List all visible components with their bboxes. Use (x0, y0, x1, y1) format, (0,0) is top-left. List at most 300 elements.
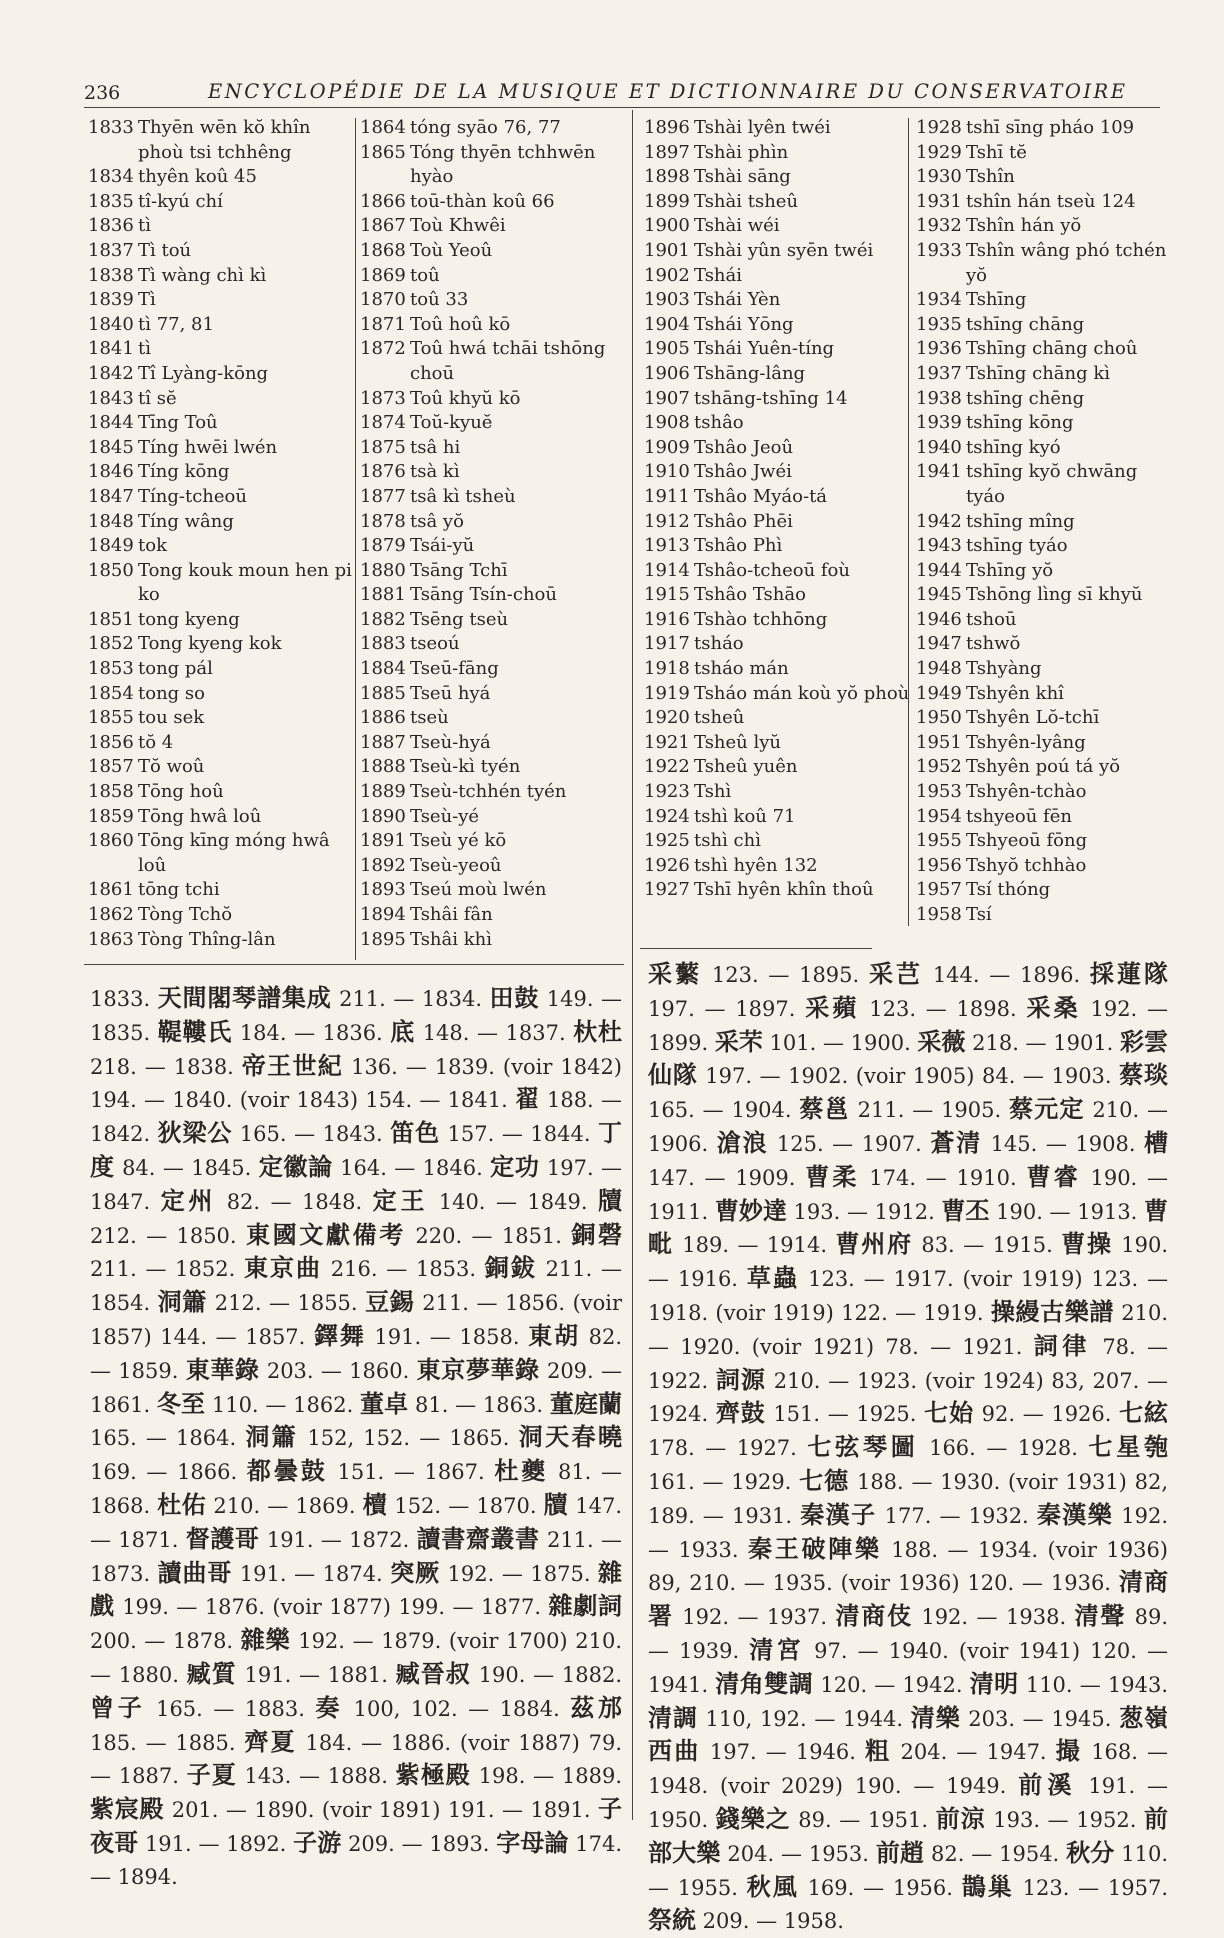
index-entry (644, 510, 912, 535)
entry-number: 1923 (644, 781, 690, 803)
index-entry (916, 190, 1178, 215)
entry-number: 1844 (88, 412, 134, 434)
index-entry (88, 632, 356, 657)
entry-number: 1863 (88, 928, 134, 950)
entry-number: 1935 (916, 313, 962, 335)
entry-number: 1958 (916, 904, 962, 925)
index-entry (88, 805, 356, 830)
entry-text: Tōng kīng móng hwâ loû (138, 830, 330, 876)
entry-number: 1846 (88, 461, 134, 483)
entry-number: 1898 (644, 166, 690, 188)
entry-text: tshīng chēng (966, 387, 1085, 409)
entry-number: 1879 (360, 535, 406, 557)
entry-text: tshì hyên 132 (694, 854, 818, 876)
index-entry (360, 436, 628, 461)
index-entry (360, 116, 628, 141)
section-rule (640, 948, 872, 949)
entry-number: 1891 (360, 830, 406, 852)
index-entry (88, 436, 356, 461)
index-entry (88, 387, 356, 412)
entry-text: Tì toú (138, 239, 192, 261)
entry-text: tong so (138, 682, 205, 704)
entry-text: Tî Lyàng-kōng (138, 362, 269, 384)
entry-text: tsháo (694, 633, 744, 655)
index-entry (916, 731, 1178, 756)
index-entry (916, 706, 1178, 731)
index-entry (360, 559, 628, 584)
entry-text: toû 33 (410, 289, 469, 311)
entry-number: 1947 (916, 633, 962, 655)
index-entry (360, 337, 628, 386)
entry-number: 1882 (360, 608, 406, 630)
entry-text: Tseù-tchhén tyén (410, 781, 567, 803)
index-entry (644, 583, 912, 608)
entry-text: Tsāng Tchī (410, 559, 508, 581)
index-entry (916, 755, 1178, 780)
index-entry (644, 264, 912, 289)
index-entry (916, 362, 1178, 387)
index-entry (644, 632, 912, 657)
index-column-4 (916, 116, 1178, 928)
index-entry (88, 780, 356, 805)
entry-text: Toŭ-kyuĕ (410, 412, 493, 434)
entry-number: 1953 (916, 781, 962, 803)
entry-number: 1859 (88, 805, 134, 827)
index-entry (644, 731, 912, 756)
entry-number: 1904 (644, 313, 690, 335)
index-entry (88, 731, 356, 756)
index-entry (88, 485, 356, 510)
index-entry (916, 411, 1178, 436)
entry-number: 1944 (916, 559, 962, 581)
index-entry (88, 165, 356, 190)
index-entry (916, 608, 1178, 633)
entry-number: 1878 (360, 510, 406, 532)
index-entry (916, 534, 1178, 559)
index-entry (916, 682, 1178, 707)
entry-text: Tshyên-lyâng (966, 731, 1086, 753)
entry-text: tou sek (138, 707, 205, 729)
index-entry (360, 657, 628, 682)
entry-text: tōng tchi (138, 879, 220, 901)
entry-number: 1937 (916, 362, 962, 384)
entry-text: Tshâo Jeoû (694, 436, 794, 458)
entry-number: 1854 (88, 682, 134, 704)
entry-text: tì 77, 81 (138, 313, 214, 335)
entry-number: 1895 (360, 928, 406, 950)
entry-number: 1847 (88, 485, 134, 507)
entry-number: 1918 (644, 658, 690, 680)
index-entry (644, 362, 912, 387)
index-entry (88, 362, 356, 387)
index-entry (644, 116, 912, 141)
entry-text: Tshīng chāng kì (966, 362, 1111, 384)
index-entry (88, 534, 356, 559)
character-index-right: 采蘩 123. — 1895. 采芑 144. — 1896. 採蓮隊 197. — 1897. 采蘋 123. — 1898. 采桑 192. — 1899. 采芣 101. — 1900. 采薇 218. — 1901. 彩雲仙隊 197. — 1902. (voir 1905) 84. — 1903. 蔡琰 165. — 1904. 蔡邕 211. — 1905. 蔡元定 210. — 1906. 滄浪 125. — 1907. 蒼清 145. — 1908. 槽 147. — 1909. 曹柔 174. — 1910. 曹睿 190. — 1911. 曹妙達 193. — 1912. 曹丕 190. — 1913. 曹毗 189. — 1914. 曹州府 83. — 1915. 曹操 190. — 1916. 草蟲 123. — 1917. (voir 1919) 123. — 1918. (voir 1919) 122. — 1919. 操縵古樂譜 210. — 1920. (voir 1921) 78. — 1921. 詞律 78. — 1922. 詞源 210. — 1923. (voir 1924) 83, 207. — 1924. 齊鼓 151. — 1925. 七始 92. — 1926. 七絃 178. — 1927. 七弦琴圖 166. — 1928. 七星匏 161. — 1929. 七德 188. — 1930. (voir 1931) 82, 189. — 1931. 秦漢子 177. — 1932. 秦漢樂 192. — 1933. 秦王破陣樂 188. — 1934. (voir 1936) 89, 210. — 1935. (voir 1936) 120. — 1936. 清商署 192. — 1937. 清商伎 192. — 1938. 清聲 89. — 1939. 清宮 97. — 1940. (voir 1941) 120. — 1941. 清角雙調 120. — 1942. 清明 110. — 1943. 清調 110, 192. — 1944. 清樂 203. — 1945. 葱嶺西曲 197. — 1946. 粗 204. — 1947. 撮 168. — 1948. (voir 2029) 190. — 1949. 前溪 191. — 1950. 錢樂之 89. — 1951. 前涼 193. — 1952. 前部大樂 204. — 1953. 前趙 82. — 1954. 秋分 110. — 1955. 秋風 169. — 1956. 鵲巢 123. — 1957. 祭統 209. — 1958. (648, 959, 1169, 1935)
entry-text: Tshīng yŏ (966, 559, 1054, 581)
entry-number: 1874 (360, 412, 406, 434)
entry-number: 1877 (360, 485, 406, 507)
entry-text: tsháo mán (694, 658, 789, 680)
index-entry (916, 632, 1178, 657)
entry-text: Tshyŏ tchhào (966, 854, 1087, 876)
entry-text: tsâ yŏ (410, 510, 464, 532)
index-entry (644, 534, 912, 559)
entry-number: 1890 (360, 805, 406, 827)
index-entry (88, 657, 356, 682)
entry-text: tsâ hi (410, 436, 461, 458)
section-rule (84, 964, 624, 965)
index-entry (644, 780, 912, 805)
entry-number: 1862 (88, 904, 134, 925)
entry-text: tshwŏ (966, 633, 1021, 655)
entry-text: tshīng mîng (966, 510, 1075, 532)
index-entry (360, 239, 628, 264)
entry-number: 1897 (644, 141, 690, 163)
header-rule (84, 107, 1160, 108)
index-column-1 (88, 116, 356, 952)
entry-text: tseù (410, 707, 449, 729)
entry-text: tsà kì (410, 461, 460, 483)
index-entry (88, 313, 356, 338)
entry-number: 1887 (360, 731, 406, 753)
index-entry (916, 313, 1178, 338)
entry-text: Tshái Yèn (694, 289, 781, 311)
index-entry (88, 288, 356, 313)
entry-text: Tseú moù lwén (410, 879, 547, 901)
entry-number: 1886 (360, 707, 406, 729)
entry-text: tseoú (410, 633, 460, 655)
index-entry (360, 510, 628, 535)
entry-number: 1921 (644, 731, 690, 753)
entry-text: Tshī hyên khîn thoû (694, 879, 874, 901)
entry-number: 1872 (360, 338, 406, 360)
entry-text: Tsí (966, 904, 992, 925)
entry-number: 1912 (644, 510, 690, 532)
entry-number: 1928 (916, 117, 962, 138)
entry-number: 1849 (88, 535, 134, 557)
entry-number: 1899 (644, 190, 690, 212)
entry-number: 1892 (360, 854, 406, 876)
index-entry (360, 805, 628, 830)
index-entry (644, 559, 912, 584)
entry-number: 1956 (916, 854, 962, 876)
index-entry (88, 706, 356, 731)
index-entry (360, 731, 628, 756)
index-entry (360, 928, 628, 953)
entry-number: 1880 (360, 559, 406, 581)
index-entry (916, 805, 1178, 830)
entry-text: Tshái (694, 264, 743, 286)
entry-text: tong kyeng (138, 608, 240, 630)
entry-number: 1839 (88, 289, 134, 311)
entry-number: 1941 (916, 461, 962, 483)
index-entry (360, 411, 628, 436)
index-entry (644, 337, 912, 362)
entry-number: 1833 (88, 117, 134, 138)
entry-number: 1905 (644, 338, 690, 360)
entry-text: Thyēn wēn kŏ khîn phoù tsi tchhêng (138, 117, 311, 163)
entry-text: Tshài wéi (694, 215, 780, 237)
index-entry (916, 878, 1178, 903)
entry-number: 1949 (916, 682, 962, 704)
index-entry (644, 485, 912, 510)
index-entry (88, 903, 356, 928)
entry-number: 1929 (916, 141, 962, 163)
entry-text: Tshâo Tshāo (694, 584, 806, 606)
index-entry (644, 854, 912, 879)
entry-text: tshîn hán tseù 124 (966, 190, 1136, 212)
entry-number: 1883 (360, 633, 406, 655)
index-entry (88, 411, 356, 436)
entry-text: toū-thàn koû 66 (410, 190, 555, 212)
index-entry (644, 460, 912, 485)
entry-number: 1893 (360, 879, 406, 901)
entry-text: Tshài phìn (694, 141, 789, 163)
entry-number: 1837 (88, 239, 134, 261)
index-entry (360, 583, 628, 608)
index-entry (360, 878, 628, 903)
index-entry (644, 682, 912, 707)
entry-number: 1948 (916, 658, 962, 680)
entry-number: 1914 (644, 559, 690, 581)
index-entry (88, 214, 356, 239)
entry-text: Tsāng Tsín-choū (410, 584, 557, 606)
index-entry (916, 214, 1178, 239)
index-entry (360, 460, 628, 485)
entry-text: Tshì (694, 781, 732, 803)
entry-number: 1915 (644, 584, 690, 606)
entry-number: 1871 (360, 313, 406, 335)
entry-text: Tì (138, 289, 156, 311)
index-entry (360, 485, 628, 510)
entry-number: 1920 (644, 707, 690, 729)
entry-number: 1840 (88, 313, 134, 335)
entry-text: Tshâo Myáo-tá (694, 485, 828, 507)
entry-text: Toù Khwêi (410, 215, 506, 237)
index-entry (644, 657, 912, 682)
entry-number: 1925 (644, 830, 690, 852)
index-entry (916, 657, 1178, 682)
entry-number: 1842 (88, 362, 134, 384)
entry-text: Tshyàng (966, 658, 1042, 680)
entry-text: Tíng hwēi lwén (138, 436, 278, 458)
entry-text: tî sĕ (138, 387, 177, 409)
entry-number: 1885 (360, 682, 406, 704)
entry-text: Tsí thóng (966, 879, 1051, 901)
entry-text: Tsái-yŭ (410, 535, 475, 557)
index-entry (88, 682, 356, 707)
entry-text: Tōng hwâ loû (138, 805, 262, 827)
entry-number: 1841 (88, 338, 134, 360)
entry-number: 1900 (644, 215, 690, 237)
index-entry (88, 755, 356, 780)
entry-text: Tshài yûn syēn twéi (694, 239, 874, 261)
entry-text: Tshāng-lâng (694, 362, 806, 384)
index-entry (916, 165, 1178, 190)
entry-text: Tseù-kì tyén (410, 756, 521, 778)
entry-number: 1868 (360, 239, 406, 261)
entry-text: Tshài tsheû (694, 190, 799, 212)
entry-number: 1835 (88, 190, 134, 212)
entry-number: 1855 (88, 707, 134, 729)
entry-text: tì (138, 338, 151, 360)
entry-number: 1894 (360, 904, 406, 925)
entry-text: Tong kyeng kok (138, 633, 282, 655)
entry-number: 1934 (916, 289, 962, 311)
index-entry (644, 608, 912, 633)
entry-text: Tshyên-tchào (966, 781, 1087, 803)
index-entry (916, 288, 1178, 313)
entry-text: tshīng kyó (966, 436, 1061, 458)
entry-text: tì (138, 215, 151, 237)
index-entry (644, 288, 912, 313)
index-entry (88, 878, 356, 903)
index-entry (916, 387, 1178, 412)
entry-text: tshīng chāng (966, 313, 1085, 335)
index-entry (88, 337, 356, 362)
entry-number: 1848 (88, 510, 134, 532)
entry-text: toû (410, 264, 440, 286)
index-entry (644, 755, 912, 780)
entry-number: 1901 (644, 239, 690, 261)
entry-number: 1907 (644, 387, 690, 409)
index-entry (88, 928, 356, 953)
index-entry (644, 436, 912, 461)
entry-text: Tshâi fân (410, 904, 493, 925)
index-entry (360, 288, 628, 313)
entry-number: 1851 (88, 608, 134, 630)
entry-text: Tshái Yōng (694, 313, 794, 335)
entry-text: Tshyeoū fōng (966, 830, 1088, 852)
entry-text: tŏ 4 (138, 731, 174, 753)
entry-text: Tseù-yeoû (410, 854, 502, 876)
entry-number: 1916 (644, 608, 690, 630)
entry-text: Tshào tchhōng (694, 608, 828, 630)
entry-text: Tseù-yé (410, 805, 480, 827)
index-entry (916, 141, 1178, 166)
entry-number: 1930 (916, 166, 962, 188)
entry-number: 1955 (916, 830, 962, 852)
index-entry (360, 903, 628, 928)
entry-text: tok (138, 535, 167, 557)
entry-number: 1913 (644, 535, 690, 557)
entry-text: Tshyên poú tá yŏ (966, 756, 1121, 778)
entry-text: Tseū-fāng (410, 658, 499, 680)
entry-text: Tseù yé kō (410, 830, 507, 852)
index-entry (916, 829, 1178, 854)
index-entry (644, 165, 912, 190)
index-entry (644, 829, 912, 854)
entry-text: Tóng thyēn tchhwēn hyào (410, 141, 596, 188)
index-entry (644, 805, 912, 830)
index-column-3 (644, 116, 912, 903)
entry-number: 1876 (360, 461, 406, 483)
index-entry (916, 337, 1178, 362)
entry-text: Tsheû yuên (694, 756, 798, 778)
entry-text: Tshyên Lŏ-tchī (966, 707, 1100, 729)
entry-number: 1861 (88, 879, 134, 901)
entry-number: 1946 (916, 608, 962, 630)
entry-number: 1902 (644, 264, 690, 286)
entry-number: 1933 (916, 239, 962, 261)
entry-text: tshāng-tshīng 14 (694, 387, 848, 409)
entry-number: 1931 (916, 190, 962, 212)
entry-number: 1856 (88, 731, 134, 753)
entry-text: Tshîn hán yŏ (966, 215, 1082, 237)
entry-number: 1945 (916, 584, 962, 606)
entry-text: Tsheû lyŭ (694, 731, 782, 753)
index-entry (916, 460, 1178, 509)
index-entry (360, 706, 628, 731)
entry-number: 1943 (916, 535, 962, 557)
entry-number: 1954 (916, 805, 962, 827)
entry-text: Tshài lyên twéi (694, 117, 831, 138)
entry-number: 1852 (88, 633, 134, 655)
entry-number: 1903 (644, 289, 690, 311)
entry-number: 1858 (88, 781, 134, 803)
entry-text: Tòng Thîng-lân (138, 928, 276, 950)
index-entry (644, 313, 912, 338)
entry-number: 1873 (360, 387, 406, 409)
entry-text: Tshyên khî (966, 682, 1064, 704)
entry-number: 1932 (916, 215, 962, 237)
entry-text: Tshâo Phì (694, 535, 783, 557)
entry-number: 1834 (88, 166, 134, 188)
entry-number: 1909 (644, 436, 690, 458)
entry-number: 1910 (644, 461, 690, 483)
entry-number: 1906 (644, 362, 690, 384)
index-entry (360, 214, 628, 239)
entry-text: thyên koû 45 (138, 166, 257, 188)
entry-number: 1938 (916, 387, 962, 409)
entry-number: 1936 (916, 338, 962, 360)
entry-text: Tshīng chāng choû (966, 338, 1138, 360)
entry-number: 1942 (916, 510, 962, 532)
entry-number: 1950 (916, 707, 962, 729)
entry-number: 1860 (88, 830, 134, 852)
entry-number: 1908 (644, 412, 690, 434)
entry-text: tshì koû 71 (694, 805, 796, 827)
entry-number: 1870 (360, 289, 406, 311)
entry-number: 1869 (360, 264, 406, 286)
index-entry (360, 313, 628, 338)
entry-number: 1940 (916, 436, 962, 458)
index-entry (360, 780, 628, 805)
index-entry (88, 460, 356, 485)
index-entry (916, 903, 1178, 928)
entry-number: 1888 (360, 756, 406, 778)
entry-number: 1884 (360, 658, 406, 680)
page-number: 236 (84, 82, 121, 104)
index-entry (916, 559, 1178, 584)
entry-number: 1853 (88, 658, 134, 680)
index-entry (360, 682, 628, 707)
index-entry (360, 141, 628, 190)
entry-number: 1867 (360, 215, 406, 237)
entry-number: 1845 (88, 436, 134, 458)
entry-text: Tshâo-tcheoū foù (694, 559, 850, 581)
entry-number: 1875 (360, 436, 406, 458)
index-entry (644, 411, 912, 436)
index-entry (88, 608, 356, 633)
entry-number: 1836 (88, 215, 134, 237)
running-head: ENCYCLOPÉDIE DE LA MUSIQUE ET DICTIONNAIRE DU CONSERVATOIRE (208, 80, 1128, 103)
entry-text: Toû hoû kō (410, 313, 511, 335)
index-column-2 (360, 116, 628, 952)
entry-text: tshī sīng pháo 109 (966, 117, 1135, 138)
entry-number: 1927 (644, 879, 690, 901)
